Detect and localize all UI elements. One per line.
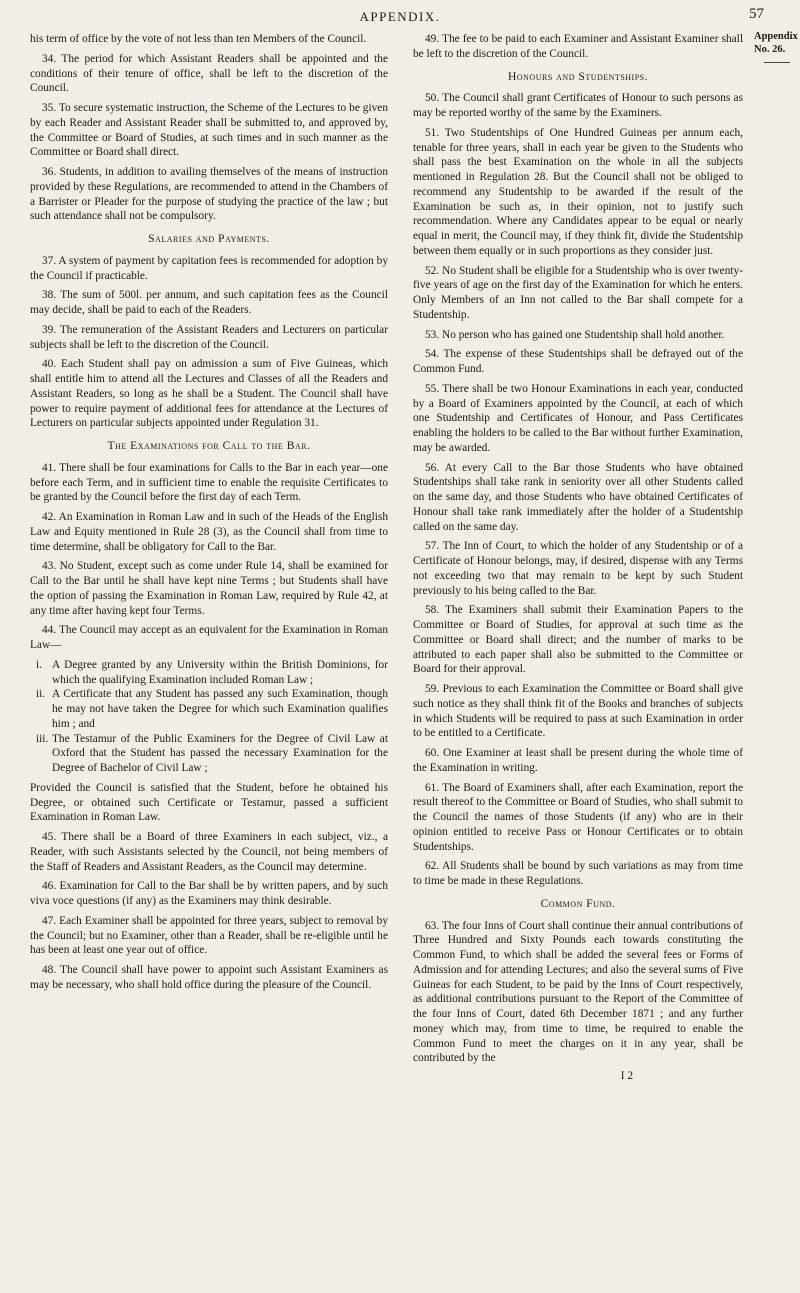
- paragraph: 45. There shall be a Board of three Examiners in each subject, viz., a Reader, with such Assistants selected by the Council, not being members of the Staff of Readers and Assistant Readers, as the Council may determine.: [30, 831, 388, 873]
- paragraph: 44. The Council may accept as an equivalent for the Examination in Roman Law—: [30, 624, 388, 651]
- paragraph: 41. There shall be four examinations for Calls to the Bar in each year—one before each Term, and in sufficient time to enable the requisite Certificates to be granted by the Council before the first day of each Term.: [30, 461, 388, 504]
- paragraph: 52. No Student shall be eligible for a Studentship who is over twenty-five years of age on the first day of the Examination for which he enters. Only Members of an Inn not called to the Bar shall compete for a Studentship.: [413, 264, 743, 321]
- paragraph: Provided the Council is satisfied that the Student, before he obtained his Degree, or obtained such Certificate or Testamur, passed a sufficient Examination in Roman Law.: [30, 781, 388, 824]
- margin-rule: [764, 62, 790, 63]
- list-item: [30, 687, 388, 731]
- list-item-number: iii.: [36, 732, 49, 745]
- running-head: [0, 6, 800, 28]
- equivalents-list: [30, 658, 388, 776]
- margin-note-line-2: No. 26.: [754, 44, 786, 55]
- list-item-text: The Testamur of the Public Examiners for the Degree of Civil Law at Oxford that the Student has passed the necessary Examination for the Degree of Bachelor of Civil Law ;: [52, 732, 388, 774]
- paragraph: 40. Each Student shall pay on admission a sum of Five Guineas, which shall entitle him to attend all the Lectures and Classes of all the Readers and Assistant Readers, so long as he shall be a Student. The Council shall have power to require payment of additional fees for attendance at the Lectures of Lecturers on particular subjects appointed under Regulation 31.: [30, 358, 388, 430]
- right-column: [413, 32, 743, 1084]
- signature-mark: I 2: [620, 1070, 633, 1082]
- paragraph: 50. The Council shall grant Certificates of Honour to such persons as may be reported worthy of the same by the Examiners.: [413, 92, 743, 119]
- paragraph: 63. The four Inns of Court shall continue their annual contributions of Three Hundred and Sixty Pounds each towards constituting the Common Fund, to which shall be added the several fees or Forms of Admission and for attending Lectures; and also the several sums of Five Guineas for each Student, to be paid by the Inns of Court respectively, as additional contributions pursuant to the Report of the Committee of the four Inns of Court, dated 6th December 1871 ; and any further money which may, from time to time, be required to enable the Common Fund to meet the charges on it in any year, shall be contributed by the: [413, 919, 743, 1065]
- section-heading-common-fund: Common Fund.: [540, 896, 616, 910]
- paragraph: 62. All Students shall be bound by such variations as may from time to time be made in these Regulations.: [413, 860, 743, 887]
- paragraph: 46. Examination for Call to the Bar shall be by written papers, and by such viva voce questions (if any) as the Examiners may think desirable.: [30, 880, 388, 907]
- paragraph: 60. One Examiner at least shall be present during the whole time of the Examination in writing.: [413, 747, 743, 774]
- margin-note: [754, 30, 800, 63]
- margin-note-line-1: Appendix: [754, 31, 798, 42]
- paragraph: 37. A system of payment by capitation fees is recommended for adoption by the Council if practicable.: [30, 254, 388, 282]
- paragraph: 47. Each Examiner shall be appointed for three years, subject to removal by the Council; but no Examiner, other than a Reader, shall be re-eligible until he has been at least one year out of office.: [30, 914, 388, 957]
- paragraph: 38. The sum of 500l. per annum, and such capitation fees as the Council may decide, shall be paid to each of the Readers.: [30, 289, 388, 316]
- list-item-text: A Degree granted by any University within the British Dominions, for which the qualifying Examination included Roman Law ;: [52, 658, 388, 686]
- paragraph: 56. At every Call to the Bar those Students who have obtained Studentships shall take rank in seniority over all other Students called on the same day, and those Students who have obtained Certificates of Honour shall take rank immediately after the holder of a Studentship called on the same day.: [413, 461, 743, 533]
- paragraph: 42. An Examination in Roman Law and in such of the Heads of the English Law and Equity mentioned in Rule 28 (3), as the Council shall from time to time determine, shall be obligatory for Call to the Bar.: [30, 511, 388, 553]
- paragraph: 59. Previous to each Examination the Committee or Board shall give such notice as they shall think fit of the Books and branches of subjects in which Students will be required to pass at such Examination in order to be entitled to a Certificate.: [413, 683, 743, 740]
- section-heading-salaries: Salaries and Payments.: [148, 232, 270, 245]
- page-number: 57: [749, 6, 764, 22]
- paragraph: 53. No person who has gained one Studentship shall hold another.: [425, 328, 725, 341]
- list-item: [30, 658, 388, 688]
- running-title: APPENDIX.: [359, 9, 441, 24]
- paragraph: 54. The expense of these Studentships shall be defrayed out of the Common Fund.: [413, 348, 743, 375]
- paragraph: 43. No Student, except such as come under Rule 14, shall be examined for Call to the Bar until he shall have kept nine Terms ; but Students shall have the option of passing the Examination in Roman Law, required by Rule 42, at any time after having kept four Terms.: [30, 560, 388, 617]
- left-column: [30, 32, 388, 998]
- section-heading-examinations: The Examinations for Call to the Bar.: [107, 439, 311, 452]
- paragraph: 35. To secure systematic instruction, the Scheme of the Lectures to be given by each Reader and Assistant Reader shall be submitted to, and approved by, the Committee or Board of Studies, at such times and in such manner as the Committee or Board shall direct.: [30, 102, 388, 159]
- paragraph: 55. There shall be two Honour Examinations in each year, conducted by a Board of Examiners appointed by the Council, at each of which one Studentship and Certificates of Honour, and Pass Certificates enabling the holders to be called to the Bar without further Examination, may be awarded.: [413, 382, 743, 454]
- paragraph: his term of office by the vote of not less than ten Members of the Council.: [30, 33, 367, 45]
- list-item-number: ii.: [36, 688, 46, 701]
- paragraph: 58. The Examiners shall submit their Examination Papers to the Committee or Board of Studies, for approval at such time as the Committee or Board shall direct; and the number of marks to be attributed to each paper shall also be submitted to the Committee or Board for their approval.: [413, 604, 743, 676]
- paragraph: 34. The period for which Assistant Readers shall be appointed and the conditions of their tenure of office, shall be left to the discretion of the Council.: [30, 52, 388, 95]
- paragraph: 39. The remuneration of the Assistant Readers and Lecturers on particular subjects shall be left to the discretion of the Council.: [30, 323, 388, 351]
- list-item-text: A Certificate that any Student has passed any such Examination, though he may not have taken the Degree for which such Examination qualifies him ; and: [52, 688, 388, 730]
- paragraph: 57. The Inn of Court, to which the holder of any Studentship or of a Certificate of Honour belongs, may, if desired, dispense with any Terms not exceeding two that may remain to be kept by such Student previously to his being called to the Bar.: [413, 540, 743, 597]
- paragraph: 49. The fee to be paid to each Examiner and Assistant Examiner shall be left to the discretion of the Council.: [413, 33, 743, 60]
- paragraph: 51. Two Studentships of One Hundred Guineas per annum each, tenable for three years, shall in each year be given to the Students who shall pass the best Examination on the whole in all the subjects mentioned in Regulation 28. But the Council shall not be obliged to recommend any Studentship to be awarded if the result of the Examination be such as, in their opinion, not to justify such recommendation. Where any Candidates appear to be equal or nearly equal in merit, the Council may, if they think fit, divide the Studentship between them equally or in such proportions as they consider just.: [413, 126, 743, 257]
- list-item-number: i.: [36, 658, 42, 671]
- paragraph: 61. The Board of Examiners shall, after each Examination, report the result thereof to the Committee or Board of Studies, who shall submit to the Council the names of those Students (if any) who are in their opinion entitled to receive Pass or Honour Certificates or to obtain Studentships.: [413, 781, 743, 853]
- paragraph: 36. Students, in addition to availing themselves of the means of instruction provided by these Regulations, are recommended to attend in the Chambers of a Barrister or Pleader for the purpose of studying the practice of the law ; but such attendance shall not be compulsory.: [30, 166, 388, 223]
- list-item: [30, 732, 388, 776]
- paragraph: 48. The Council shall have power to appoint such Assistant Examiners as may be necessary, who shall hold office during the pleasure of the Council.: [30, 964, 388, 991]
- section-heading-honours: Honours and Studentships.: [507, 69, 649, 83]
